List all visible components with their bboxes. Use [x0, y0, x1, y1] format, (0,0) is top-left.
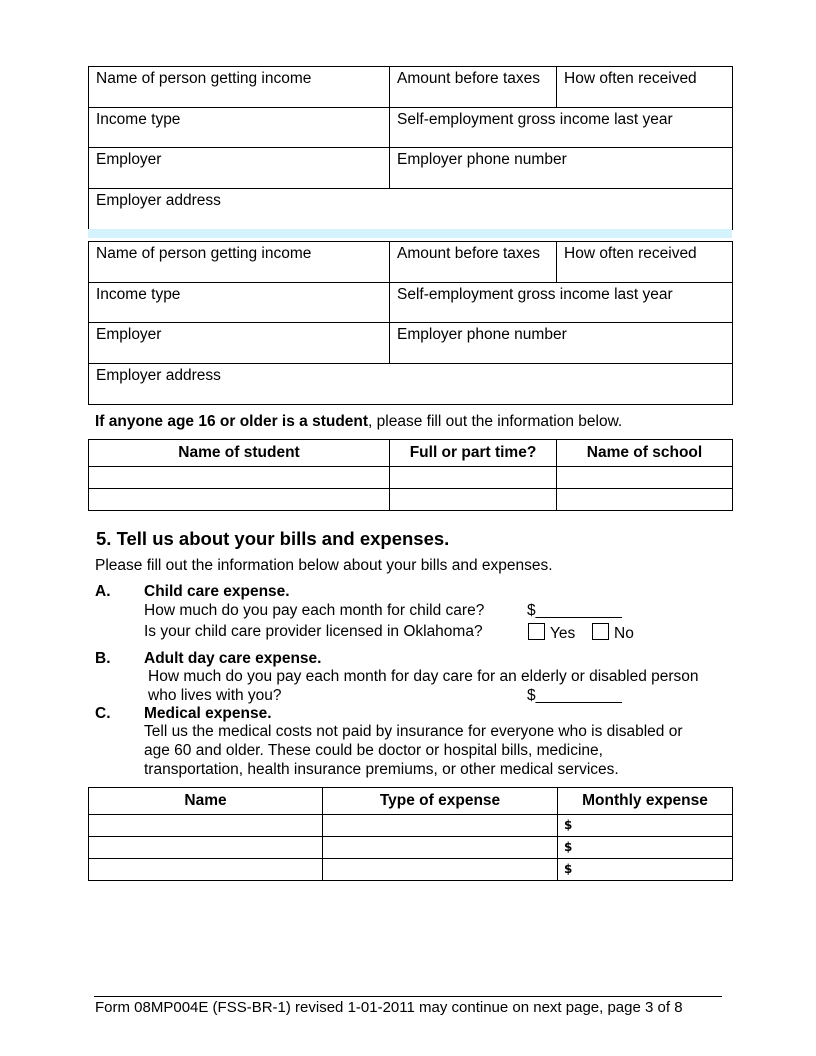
student-intro-bold: If anyone age 16 or older is a student — [95, 413, 369, 430]
medical-monthly-cell[interactable] — [558, 815, 733, 837]
student-name-cell[interactable] — [89, 489, 390, 511]
dollar-sign: $ — [564, 840, 573, 854]
income-often-label: How often received — [564, 70, 697, 87]
child-care-amount-field[interactable]: $__________ — [527, 602, 622, 619]
item-b-letter: B. — [95, 650, 111, 667]
medical-type-cell[interactable] — [323, 837, 558, 859]
employer-address-label: Employer address — [96, 192, 221, 209]
item-b-title: Adult day care expense. — [144, 650, 322, 667]
dollar-sign: $ — [564, 862, 573, 876]
medical-name-cell[interactable] — [89, 859, 323, 881]
income-type-field[interactable] — [89, 108, 390, 148]
income-table-1 — [88, 66, 733, 230]
employer-label: Employer — [96, 326, 162, 343]
income-type-field[interactable] — [89, 283, 390, 323]
income-type-label: Income type — [96, 286, 181, 303]
student-col-name: Name of student — [89, 440, 390, 467]
income-amount-field[interactable] — [390, 67, 557, 108]
employer-label: Employer — [96, 151, 162, 168]
employer-field[interactable] — [89, 323, 390, 364]
medical-type-cell[interactable] — [323, 859, 558, 881]
student-school-cell[interactable] — [557, 489, 733, 511]
income-often-field[interactable] — [557, 242, 733, 283]
employer-address-label: Employer address — [96, 367, 221, 384]
student-col-school: Name of school — [557, 440, 733, 467]
dollar-sign: $ — [564, 818, 573, 832]
item-a-letter: A. — [95, 583, 111, 600]
item-a-title: Child care expense. — [144, 583, 290, 600]
student-intro-rest: , please fill out the information below. — [368, 413, 623, 430]
medical-text-line1: Tell us the medical costs not paid by insurance for everyone who is disabled or — [144, 723, 683, 740]
footer-rule — [94, 996, 722, 997]
licensed-question: Is your child care provider licensed in Oklahoma? — [144, 623, 483, 640]
income-name-label: Name of person getting income — [96, 70, 312, 87]
income-often-label: How often received — [564, 245, 697, 262]
student-name-cell[interactable] — [89, 467, 390, 489]
employer-phone-label: Employer phone number — [397, 326, 567, 343]
item-c-title: Medical expense. — [144, 705, 272, 722]
medical-name-cell[interactable] — [89, 815, 323, 837]
employer-field[interactable] — [89, 148, 390, 189]
student-intro — [95, 413, 622, 431]
section-5-title: 5. Tell us about your bills and expenses. — [96, 528, 450, 549]
employer-phone-field[interactable] — [390, 323, 733, 364]
income-name-label: Name of person getting income — [96, 245, 312, 262]
highlight-band — [88, 229, 732, 238]
student-col-time: Full or part time? — [390, 440, 557, 467]
adult-care-question-line1: How much do you pay each month for day care for an elderly or disabled person — [148, 668, 699, 685]
employer-address-field[interactable] — [89, 189, 733, 230]
income-often-field[interactable] — [557, 67, 733, 108]
child-care-question: How much do you pay each month for child care? — [144, 602, 485, 619]
income-name-field[interactable] — [89, 67, 390, 108]
student-school-cell[interactable] — [557, 467, 733, 489]
medical-monthly-cell[interactable] — [558, 837, 733, 859]
income-amount-label: Amount before taxes — [397, 245, 541, 262]
employer-phone-label: Employer phone number — [397, 151, 567, 168]
student-time-cell[interactable] — [390, 489, 557, 511]
employer-phone-field[interactable] — [390, 148, 733, 189]
student-time-cell[interactable] — [390, 467, 557, 489]
yes-label: Yes — [550, 625, 576, 642]
medical-expense-table — [88, 787, 733, 881]
medical-type-cell[interactable] — [323, 815, 558, 837]
adult-care-question-line2: who lives with you? — [148, 687, 282, 704]
medical-col-type: Type of expense — [323, 788, 558, 815]
self-employment-field[interactable] — [390, 283, 733, 323]
medical-col-name: Name — [89, 788, 323, 815]
section-5-intro: Please fill out the information below about your bills and expenses. — [95, 557, 553, 574]
licensed-yes-option[interactable] — [528, 623, 575, 643]
income-amount-field[interactable] — [390, 242, 557, 283]
medical-text-line2: age 60 and older. These could be doctor or hospital bills, medicine, — [144, 742, 603, 759]
income-amount-label: Amount before taxes — [397, 70, 541, 87]
student-table — [88, 439, 733, 511]
medical-name-cell[interactable] — [89, 837, 323, 859]
employer-address-field[interactable] — [89, 364, 733, 405]
medical-col-monthly: Monthly expense — [558, 788, 733, 815]
no-checkbox[interactable] — [592, 623, 609, 640]
self-employment-label: Self-employment gross income last year — [397, 286, 673, 303]
self-employment-label: Self-employment gross income last year — [397, 111, 673, 128]
item-c-letter: C. — [95, 705, 111, 722]
medical-text-line3: transportation, health insurance premiums, or other medical services. — [144, 761, 619, 778]
self-employment-field[interactable] — [390, 108, 733, 148]
footer-text: Form 08MP004E (FSS-BR-1) revised 1-01-2011 may continue on next page, page 3 of 8 — [95, 999, 683, 1016]
licensed-no-option[interactable] — [592, 623, 634, 643]
adult-care-amount-field[interactable]: $__________ — [527, 687, 622, 704]
medical-monthly-cell[interactable] — [558, 859, 733, 881]
income-type-label: Income type — [96, 111, 181, 128]
income-table-2 — [88, 241, 733, 405]
income-name-field[interactable] — [89, 242, 390, 283]
yes-checkbox[interactable] — [528, 623, 545, 640]
no-label: No — [614, 625, 634, 642]
